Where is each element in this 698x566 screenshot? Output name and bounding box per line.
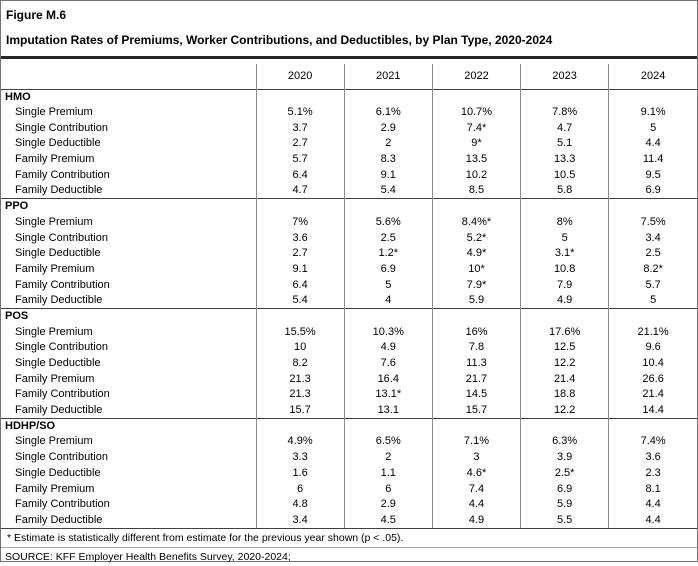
value-cell: 6.4 bbox=[256, 167, 344, 183]
value-cell: 10* bbox=[432, 262, 520, 278]
value-cell: 9.1% bbox=[609, 105, 697, 121]
value-cell: 5.9 bbox=[432, 293, 520, 309]
year-header: 2021 bbox=[344, 64, 432, 89]
data-row bbox=[1, 434, 697, 450]
data-row bbox=[1, 497, 697, 513]
empty-cell bbox=[256, 418, 344, 434]
value-cell: 9.6 bbox=[609, 340, 697, 356]
value-cell: 5.7 bbox=[609, 277, 697, 293]
title-divider bbox=[1, 56, 697, 59]
value-cell: 1.2* bbox=[344, 246, 432, 262]
empty-cell bbox=[344, 418, 432, 434]
value-cell: 12.2 bbox=[521, 356, 609, 372]
row-label: Single Premium bbox=[15, 215, 93, 228]
row-label: Single Deductible bbox=[15, 137, 101, 150]
row-label: Family Contribution bbox=[15, 278, 110, 291]
row-label: Single Deductible bbox=[15, 466, 101, 479]
empty-cell bbox=[344, 89, 432, 105]
value-cell: 7.4 bbox=[432, 481, 520, 497]
value-cell: 2 bbox=[344, 450, 432, 466]
empty-cell bbox=[521, 309, 609, 325]
value-cell: 21.3 bbox=[256, 371, 344, 387]
empty-cell bbox=[609, 89, 697, 105]
value-cell: 9.1 bbox=[256, 262, 344, 278]
value-cell: 14.5 bbox=[432, 387, 520, 403]
value-cell: 10.2 bbox=[432, 167, 520, 183]
data-row bbox=[1, 183, 697, 199]
row-label: Family Premium bbox=[15, 482, 95, 495]
row-label: Family Deductible bbox=[15, 294, 103, 307]
value-cell: 6.9 bbox=[344, 262, 432, 278]
figure-title: Imputation Rates of Premiums, Worker Contributions, and Deductibles, by Plan Type, 2020-2024 bbox=[6, 33, 553, 47]
section-name: PPO bbox=[1, 199, 256, 215]
value-cell: 7.9* bbox=[432, 277, 520, 293]
row-label: Family Premium bbox=[15, 153, 95, 166]
value-cell: 4.9* bbox=[432, 246, 520, 262]
empty-cell bbox=[256, 199, 344, 215]
source-line: SOURCE: KFF Employer Health Benefits Survey, 2020-2024; bbox=[5, 550, 291, 563]
row-label: Family Deductible bbox=[1, 513, 256, 529]
value-cell: 5 bbox=[521, 230, 609, 246]
data-row bbox=[1, 136, 697, 152]
value-cell: 1.6 bbox=[256, 466, 344, 482]
data-row bbox=[1, 152, 697, 168]
value-cell: 5.1 bbox=[521, 136, 609, 152]
data-row bbox=[1, 340, 697, 356]
empty-cell bbox=[521, 199, 609, 215]
asterisk-footnote: * Estimate is statistically different from estimate for the previous year shown (p < .05). bbox=[1, 529, 697, 548]
data-row bbox=[1, 466, 697, 482]
data-row bbox=[1, 120, 697, 136]
value-cell: 4.9 bbox=[432, 513, 520, 529]
year-header: 2020 bbox=[256, 64, 344, 89]
value-cell: 4.4 bbox=[609, 497, 697, 513]
value-cell: 6 bbox=[344, 481, 432, 497]
row-label: Single Contribution bbox=[15, 121, 108, 134]
value-cell: 13.5 bbox=[432, 152, 520, 168]
value-cell: 21.4 bbox=[609, 387, 697, 403]
value-cell: 21.4 bbox=[521, 371, 609, 387]
value-cell: 5.4 bbox=[344, 183, 432, 199]
value-cell: 4.9 bbox=[521, 293, 609, 309]
value-cell: 5 bbox=[609, 120, 697, 136]
value-cell: 5.2* bbox=[432, 230, 520, 246]
data-row bbox=[1, 324, 697, 340]
value-cell: 26.6 bbox=[609, 371, 697, 387]
value-cell: 9* bbox=[432, 136, 520, 152]
value-cell: 5 bbox=[609, 293, 697, 309]
row-label: Family Contribution bbox=[15, 498, 110, 511]
value-cell: 4.4 bbox=[609, 136, 697, 152]
value-cell: 13.3 bbox=[521, 152, 609, 168]
value-cell: 17.6% bbox=[521, 324, 609, 340]
row-label: Family Deductible bbox=[15, 403, 103, 416]
section-header-row bbox=[1, 199, 697, 215]
value-cell: 9.5 bbox=[609, 167, 697, 183]
value-cell: 4.7 bbox=[521, 120, 609, 136]
value-cell: 3 bbox=[432, 450, 520, 466]
value-cell: 7.5% bbox=[609, 215, 697, 231]
section-header-row bbox=[1, 418, 697, 434]
value-cell: 4.9 bbox=[344, 340, 432, 356]
empty-cell bbox=[521, 89, 609, 105]
value-cell: 13.1 bbox=[344, 403, 432, 419]
value-cell: 15.7 bbox=[256, 403, 344, 419]
empty-cell bbox=[256, 309, 344, 325]
data-row bbox=[1, 450, 697, 466]
value-cell: 5.4 bbox=[256, 293, 344, 309]
row-label: Single Premium bbox=[15, 106, 93, 119]
value-cell: 3.6 bbox=[609, 450, 697, 466]
empty-cell bbox=[432, 89, 520, 105]
value-cell: 3.1* bbox=[521, 246, 609, 262]
data-row bbox=[1, 387, 697, 403]
value-cell: 6.5% bbox=[344, 434, 432, 450]
value-cell: 7.1% bbox=[432, 434, 520, 450]
value-cell: 2 bbox=[344, 136, 432, 152]
row-label: Single Deductible bbox=[15, 247, 101, 260]
section-header-row bbox=[1, 309, 697, 325]
value-cell: 16.4 bbox=[344, 371, 432, 387]
row-label: Single Contribution bbox=[15, 341, 108, 354]
value-cell: 3.4 bbox=[256, 513, 344, 529]
value-cell: 5.6% bbox=[344, 215, 432, 231]
row-label: Family Deductible bbox=[15, 184, 103, 197]
value-cell: 4.4 bbox=[609, 513, 697, 529]
value-cell: 7.4% bbox=[609, 434, 697, 450]
value-cell: 4 bbox=[344, 293, 432, 309]
value-cell: 4.4 bbox=[432, 497, 520, 513]
value-cell: 4.6* bbox=[432, 466, 520, 482]
data-row bbox=[1, 293, 697, 309]
value-cell: 21.1% bbox=[609, 324, 697, 340]
value-cell: 12.2 bbox=[521, 403, 609, 419]
title-block bbox=[1, 1, 697, 56]
value-cell: 15.7 bbox=[432, 403, 520, 419]
value-cell: 8% bbox=[521, 215, 609, 231]
data-row bbox=[1, 167, 697, 183]
year-header: 2022 bbox=[432, 64, 520, 89]
value-cell: 7.8 bbox=[432, 340, 520, 356]
value-cell: 5.7 bbox=[256, 152, 344, 168]
value-cell: 2.7 bbox=[256, 246, 344, 262]
value-cell: 5 bbox=[344, 277, 432, 293]
value-cell: 5.5 bbox=[521, 513, 609, 529]
empty-cell bbox=[521, 418, 609, 434]
value-cell: 14.4 bbox=[609, 403, 697, 419]
empty-cell bbox=[344, 309, 432, 325]
value-cell: 21.3 bbox=[256, 387, 344, 403]
value-cell: 6.9 bbox=[609, 183, 697, 199]
value-cell: 9.1 bbox=[344, 167, 432, 183]
value-cell: 10.8 bbox=[521, 262, 609, 278]
value-cell: 2.5 bbox=[609, 246, 697, 262]
value-cell: 3.6 bbox=[256, 230, 344, 246]
data-row bbox=[1, 277, 697, 293]
row-label: Single Premium bbox=[15, 435, 93, 448]
row-label: Family Premium bbox=[15, 372, 95, 385]
value-cell: 3.7 bbox=[256, 120, 344, 136]
value-cell: 2.7 bbox=[256, 136, 344, 152]
empty-cell bbox=[432, 199, 520, 215]
value-cell: 11.3 bbox=[432, 356, 520, 372]
year-header: 2024 bbox=[609, 64, 697, 89]
value-cell: 8.4%* bbox=[432, 215, 520, 231]
value-cell: 7% bbox=[256, 215, 344, 231]
empty-cell bbox=[432, 418, 520, 434]
data-row bbox=[1, 215, 697, 231]
value-cell: 2.9 bbox=[344, 120, 432, 136]
value-cell: 4.5 bbox=[344, 513, 432, 529]
value-cell: 18.8 bbox=[521, 387, 609, 403]
value-cell: 8.5 bbox=[432, 183, 520, 199]
value-cell: 8.2* bbox=[609, 262, 697, 278]
value-cell: 6.3% bbox=[521, 434, 609, 450]
data-row bbox=[1, 403, 697, 419]
row-label: Single Contribution bbox=[15, 451, 108, 464]
empty-cell bbox=[432, 309, 520, 325]
value-cell: 2.5* bbox=[521, 466, 609, 482]
empty-cell bbox=[344, 199, 432, 215]
row-label-column-header bbox=[1, 64, 256, 89]
year-header-row bbox=[1, 64, 697, 89]
empty-cell bbox=[609, 418, 697, 434]
table-body bbox=[1, 89, 697, 528]
value-cell: 12.5 bbox=[521, 340, 609, 356]
value-cell: 15.5% bbox=[256, 324, 344, 340]
empty-cell bbox=[609, 199, 697, 215]
value-cell: 7.6 bbox=[344, 356, 432, 372]
value-cell: 10.5 bbox=[521, 167, 609, 183]
value-cell: 5.1% bbox=[256, 105, 344, 121]
value-cell: 7.4* bbox=[432, 120, 520, 136]
notes-block bbox=[1, 529, 697, 566]
row-label: Family Premium bbox=[15, 262, 95, 275]
data-row bbox=[1, 262, 697, 278]
empty-cell bbox=[609, 309, 697, 325]
row-label: Single Contribution bbox=[15, 231, 108, 244]
row-label: Single Deductible bbox=[15, 357, 101, 370]
value-cell: 6.9 bbox=[521, 481, 609, 497]
row-label: Family Contribution bbox=[15, 388, 110, 401]
data-row bbox=[1, 356, 697, 372]
table-header bbox=[1, 64, 697, 89]
value-cell: 10.3% bbox=[344, 324, 432, 340]
value-cell: 8.3 bbox=[344, 152, 432, 168]
imputation-rates-table bbox=[1, 64, 697, 529]
data-row bbox=[1, 481, 697, 497]
value-cell: 10 bbox=[256, 340, 344, 356]
data-row bbox=[1, 230, 697, 246]
value-cell: 5.8 bbox=[521, 183, 609, 199]
row-label: Family Contribution bbox=[15, 168, 110, 181]
value-cell: 6.1% bbox=[344, 105, 432, 121]
value-cell: 2.9 bbox=[344, 497, 432, 513]
value-cell: 8.1 bbox=[609, 481, 697, 497]
value-cell: 3.4 bbox=[609, 230, 697, 246]
value-cell: 6 bbox=[256, 481, 344, 497]
row-label: Single Premium bbox=[15, 325, 93, 338]
value-cell: 16% bbox=[432, 324, 520, 340]
value-cell: 2.5 bbox=[344, 230, 432, 246]
value-cell: 13.1* bbox=[344, 387, 432, 403]
value-cell: 21.7 bbox=[432, 371, 520, 387]
empty-cell bbox=[256, 89, 344, 105]
section-name: HMO bbox=[1, 89, 256, 105]
value-cell: 4.7 bbox=[256, 183, 344, 199]
value-cell: 8.2 bbox=[256, 356, 344, 372]
value-cell: 10.7% bbox=[432, 105, 520, 121]
section-header-row bbox=[1, 89, 697, 105]
value-cell: 5.9 bbox=[521, 497, 609, 513]
year-header: 2023 bbox=[521, 64, 609, 89]
data-row bbox=[1, 371, 697, 387]
value-cell: 6.4 bbox=[256, 277, 344, 293]
value-cell: 3.3 bbox=[256, 450, 344, 466]
value-cell: 11.4 bbox=[609, 152, 697, 168]
figure-label: Figure M.6 bbox=[6, 8, 67, 22]
value-cell: 4.8 bbox=[256, 497, 344, 513]
section-name: POS bbox=[1, 309, 256, 325]
value-cell: 7.9 bbox=[521, 277, 609, 293]
data-row bbox=[1, 105, 697, 121]
value-cell: 2.3 bbox=[609, 466, 697, 482]
data-row bbox=[1, 513, 697, 529]
value-cell: 1.1 bbox=[344, 466, 432, 482]
value-cell: 4.9% bbox=[256, 434, 344, 450]
data-row bbox=[1, 246, 697, 262]
value-cell: 7.8% bbox=[521, 105, 609, 121]
section-name: HDHP/SO bbox=[1, 418, 256, 434]
value-cell: 10.4 bbox=[609, 356, 697, 372]
value-cell: 3.9 bbox=[521, 450, 609, 466]
